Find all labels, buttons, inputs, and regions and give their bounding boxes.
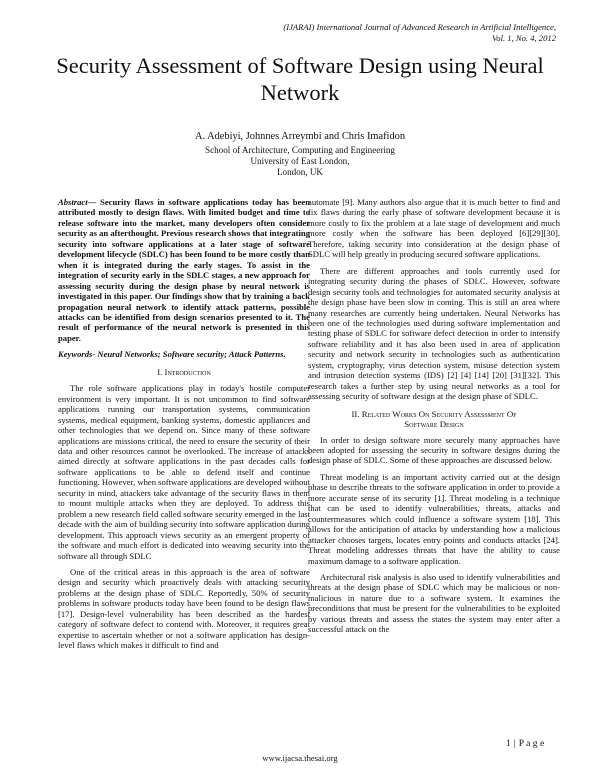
- page-separator: |: [513, 738, 516, 749]
- affiliation-school: School of Architecture, Computing and Engineering: [205, 145, 395, 155]
- section-heading-line-1: II. Related Works On Security Assessment Of: [351, 408, 517, 419]
- right-paragraph-2: There are different approaches and tools currently used for integrating security during the phases of SDLC. However, software design security tools and technologies for automated security analysis at the design phase have been slow in coming. This is still an area where many researches are currently being undertaken. Neural Networks has been one of the technologies used during software implementation and testing phase of SDLC for software defect detection in order to intensify software reliability and it has also been used in area of application security and network security in technologies such as authentication system, cryptography, virus detection system, misuse detection system and intrusion detection systems (IDS) [2] [4] [14] [20] [31][32]. This research takes a further step by using neural networks as a tool for assessing security of software design at the design phase of SDLC.: [308, 265, 560, 402]
- related-paragraph-3: Architectural risk analysis is also used to identify vulnerabilities and threats at the design phase of SDLC which may be malicious or non-malicious in nature due to a software system. It examines the preconditions that must be present for the vulnerabilities to be exploited by various threats and assess the states the system may enter after a successful attack on the: [308, 571, 560, 635]
- intro-paragraph-1: The role software applications play in today's hostile computer environment is very important. It is not uncommon to find software applications running our transportation systems, communication systems, medical equipment, banking systems, domestic appliances and other technologies that we depend on. Since many of these software applications are missions critical, the need to ensure the security of their data and other resources cannot be overlooked. The increase of attacks aimed directly at software applications in the past decades calls for software applications to be able to defend itself and continue functioning. However, when software applications are developed without security in mind, attackers take advantage of the security flaws in them to mount multiple attacks when they are deployed. To address this problem a new research field called software security emerged in the last decade with the aim of building security into software application during development. This approach views security as an emergent property of the software and much effort is dedicated into weaving security into the software all through SDLC: [58, 383, 310, 561]
- section-heading-related-works: [308, 409, 560, 430]
- journal-name: (IJARAI) International Journal of Advanced Research in Artificial Intelligence,: [283, 22, 556, 32]
- journal-volume: Vol. 1, No. 4, 2012: [492, 32, 556, 43]
- paper-title: Security Assessment of Software Design using Neural Network: [56, 53, 544, 105]
- right-column: [308, 197, 560, 635]
- affiliation-university: University of East London,: [250, 156, 350, 166]
- intro-paragraph-2: One of the critical areas in this approach is the area of software design and security which proactively deals with attacking security problems at the design phase of SDLC. Reportedly, 50% of security problems in software products today have been found to be design flaws [17]. Design-level vulnerability has been described as the hardest category of software defect to contend with. Moreover, it requires great expertise to ascertain whether or not a software application has design-level flaws which makes it difficult to find and: [58, 566, 310, 651]
- affiliation: [0, 145, 600, 178]
- authors: A. Adebiyi, Johnnes Arreymbi and Chris Imafidon: [194, 131, 406, 142]
- left-column: [58, 197, 310, 651]
- page-label: P a g e: [518, 738, 545, 749]
- related-paragraph-1: In order to design software more securely many approaches have been adopted for assessing the security in software designs during the design phase of SDLC. Some of these approaches are discussed below.: [308, 434, 560, 466]
- abstract: [58, 197, 310, 343]
- related-paragraph-2: Threat modeling is an important activity carried out at the design phase to describe threats to the software application in order to provide a more accurate sense of its security [1]. Threat modeling is a technique that can be used to identify vulnerabilities, threats, attacks and countermeasures which could influence a software system [18]. This allows for the anticipation of attacks by understanding how a malicious attacker chooses targets, locates entry points and conducts attacks [24]. Threat modeling addresses threats that have the ability to cause maximum damage to a software application.: [308, 471, 560, 566]
- page-number-value: 1: [506, 738, 511, 749]
- affiliation-city: London, UK: [277, 167, 323, 177]
- section-heading-line-2: Software Design: [404, 419, 464, 430]
- right-paragraph-1: automate [9]. Many authors also argue that it is much better to find and fix flaws during the early phase of software development because it is more costly to fix the problem at a late stage of development and much more costly when the software has been deployed [6][29][30]. Therefore, taking security into consideration at the design phase of SDLC will help greatly in producing secured software applications.: [308, 197, 560, 260]
- footer-url: www.ijacsa.thesai.org: [262, 753, 338, 763]
- page-number: [506, 738, 544, 749]
- abstract-label: Abstract—: [58, 197, 97, 207]
- journal-header: [196, 22, 556, 43]
- keywords: Keywords- Neural Networks; Software security; Attack Patterns.: [58, 349, 286, 360]
- section-heading-introduction: I. Introduction: [157, 366, 211, 377]
- abstract-text: Security flaws in software applications today has been attributed mostly to design flaws. With limited budget and time to release software into the market, many developers often consider security as an afterthought. Previous research shows that integrating security into software applications at a later stage of software development lifecycle (SDLC) has been found to be more costly than when it is integrated during the early stages. To assist in the integration of security early in the SDLC stages, a new approach for assessing security during the design phase by neural network is investigated in this paper. Our findings show that by training a back propagation neural network to identify attack patterns, possible attacks can be identified from design scenarios presented to it. The result of performance of the neural network is presented in this paper.: [58, 197, 310, 343]
